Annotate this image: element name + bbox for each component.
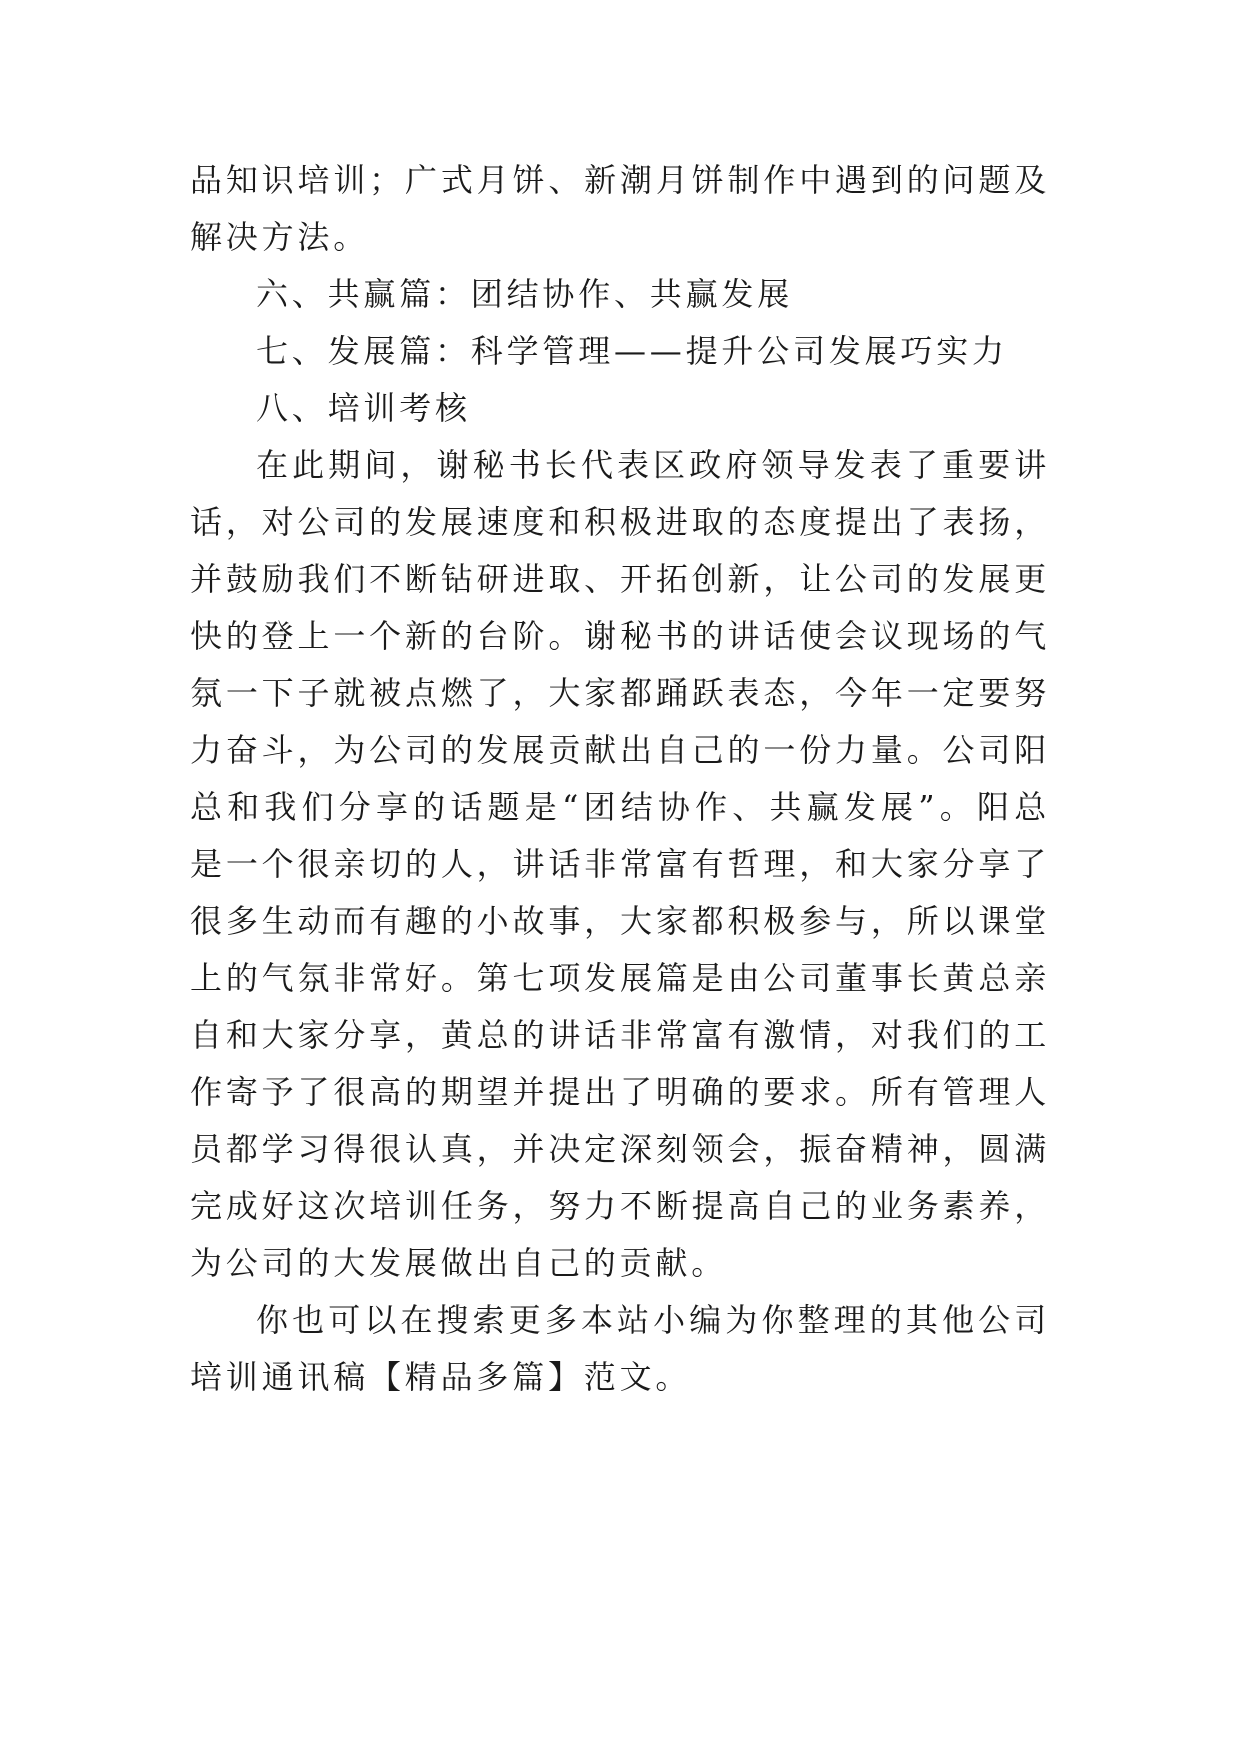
section-heading-6: 六、共赢篇：团结协作、共赢发展	[256, 275, 794, 313]
paragraph-continuation: 品知识培训；广式月饼、新潮月饼制作中遇到的问题及解决方法。	[190, 161, 1050, 256]
document-body	[190, 152, 1050, 1406]
body-paragraph: 在此期间，谢秘书长代表区政府领导发表了重要讲话，对公司的发展速度和积极进取的态度提出了表扬，并鼓励我们不断钻研进取、开拓创新，让公司的发展更快的登上一个新的台阶。谢秘书的讲话使会议现场的气氛一下子就被点燃了，大家都踊跃表态，今年一定要努力奋斗，为公司的发展贡献出自己的一份力量。公司阳总和我们分享的话题是“团结协作、共赢发展”。阳总是一个很亲切的人，讲话非常富有哲理，和大家分享了很多生动而有趣的小故事，大家都积极参与，所以课堂上的气氛非常好。第七项发展篇是由公司董事长黄总亲自和大家分享，黄总的讲话非常富有激情，对我们的工作寄予了很高的期望并提出了明确的要求。所有管理人员都学习得很认真，并决定深刻领会，振奋精神，圆满完成好这次培训任务，努力不断提高自己的业务素养，为公司的大发展做出自己的贡献。	[190, 446, 1050, 1282]
section-heading-7: 七、发展篇：科学管理——提升公司发展巧实力	[256, 332, 1008, 370]
section-heading-8: 八、培训考核	[256, 389, 471, 427]
closing-paragraph: 你也可以在搜索更多本站小编为你整理的其他公司培训通讯稿【精品多篇】范文。	[190, 1301, 1050, 1396]
